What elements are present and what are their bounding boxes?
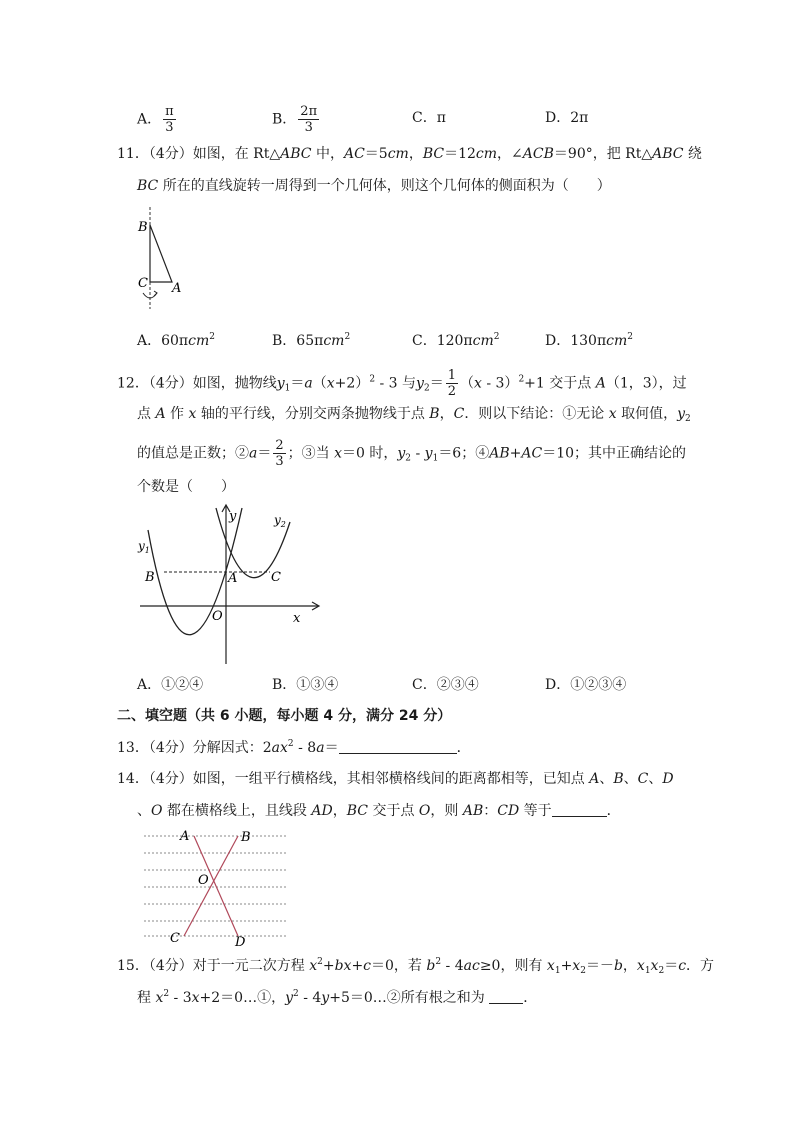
q12-half-fraction: $\frac{1}{2}$ [447,368,456,399]
q10-option-a: A． $\frac{\pi}{3}$ [137,104,174,135]
q15-answer-blank [489,989,523,1004]
q12-stem-line3: 的值总是正数；②a＝ $\frac{2}{3}$ ；③当 x＝0 时，$y_2 - y_1=6$；④AB+AC＝10；其中正确结论的 [137,438,687,469]
q12-stem-line2: 点 A 作 x 轴的平行线，分别交两条抛物线于点 B，C．则以下结论：①无论 x 取何值，$y_2$ [137,406,691,424]
q11-triangle [150,225,172,282]
q14-stem-line1: 14．（4分）如图，一组平行横格线，其相邻横格线间的距离都相等，已知点 A、B、C、D [117,771,674,787]
q11-option-d: D．130πcm$^2$ [545,332,634,349]
q14-label-b: B [241,830,251,845]
q12-label-x: x [293,611,301,626]
q12-label-c: C [271,570,281,585]
q10-option-c: C．π [412,110,446,126]
q14-label-a: A [180,829,190,844]
q12-label-b: B [145,570,155,585]
q12-two-thirds-fraction: $\frac{2}{3}$ [275,438,284,469]
section-2-title: 二、填空题（共 6 小题，每小题 4 分，满分 24 分） [117,708,452,724]
q11-option-c: C．120πcm$^2$ [412,332,500,349]
q14-label-d: D [235,935,246,948]
q12-label-y1: $y_1$ [138,539,150,555]
q14-answer-blank [552,802,607,817]
q11-label-c: C [138,276,148,291]
q11-stem-line2: BC 所在的直线旋转一周得到一个几何体，则这个几何体的侧面积为（ ） [137,178,611,194]
q15-stem-line2: 程 $x^2$ - 3x+2＝0…①，$y^2$ - 4y+5＝0…②所有根之和为 ． [137,989,538,1006]
q11-stem-line1: 11．（4分）如图，在 Rt△ABC 中，AC＝5cm，BC＝12cm，∠ACB＝90°，把 Rt△ABC 绕 [117,146,702,162]
q15-stem-line1: 15．（4分）对于一元二次方程 $x^2+bx+c=0$，若 $b^2 - 4ac\ge 0$，则有 $x_1+x_2=-b$，$x_1x_2=c$．方 [117,957,715,976]
q12-option-d: D．①②③④ [545,677,627,693]
q11-label-a: A [172,281,182,296]
q14-grid-figure [138,826,294,948]
q10-option-b-fraction: $\frac{2\pi}{3}$ [300,104,318,135]
q12-option-a: A．①②④ [137,677,204,693]
q12-parabola-figure [130,500,330,670]
q11-triangle-figure [130,205,190,313]
q12-stem-line1: 12．（4分）如图，抛物线$y_1=a(x+2)^2 - 3$ 与$y_2=$ $\frac{1}{2}$ （x - 3）$^2$+1 交于点 A（1，3），过 [117,368,687,399]
q13-stem: 13．（4分）分解因式：$2ax^2 - 8a=$ ． [117,739,471,756]
q12-label-y: y [229,509,237,524]
q14-stem-line2: 、O 都在横格线上，且线段 AD，BC 交于点 O，则 AB：CD 等于 ． [137,803,621,819]
q14-label-o: O [198,873,209,888]
q12-option-b: B．①③④ [272,677,339,693]
q12-label-o: O [212,609,223,624]
q12-option-c: C．②③④ [412,677,479,693]
q11-label-b: B [138,220,148,235]
q11-option-a: A．60πcm$^2$ [137,332,215,349]
q12-label-y2: $y_2$ [274,513,286,529]
q11-option-b: B．65πcm$^2$ [272,332,351,349]
q10-option-d: D．2π [545,110,589,126]
q12-label-a: A [228,571,238,586]
q12-stem-line4: 个数是（ ） [137,479,235,495]
q14-label-c: C [170,931,180,946]
q13-answer-blank [339,739,457,754]
q10-option-a-fraction: $\frac{\pi}{3}$ [165,104,174,135]
q10-option-b: B． $\frac{2\pi}{3}$ [272,104,318,135]
